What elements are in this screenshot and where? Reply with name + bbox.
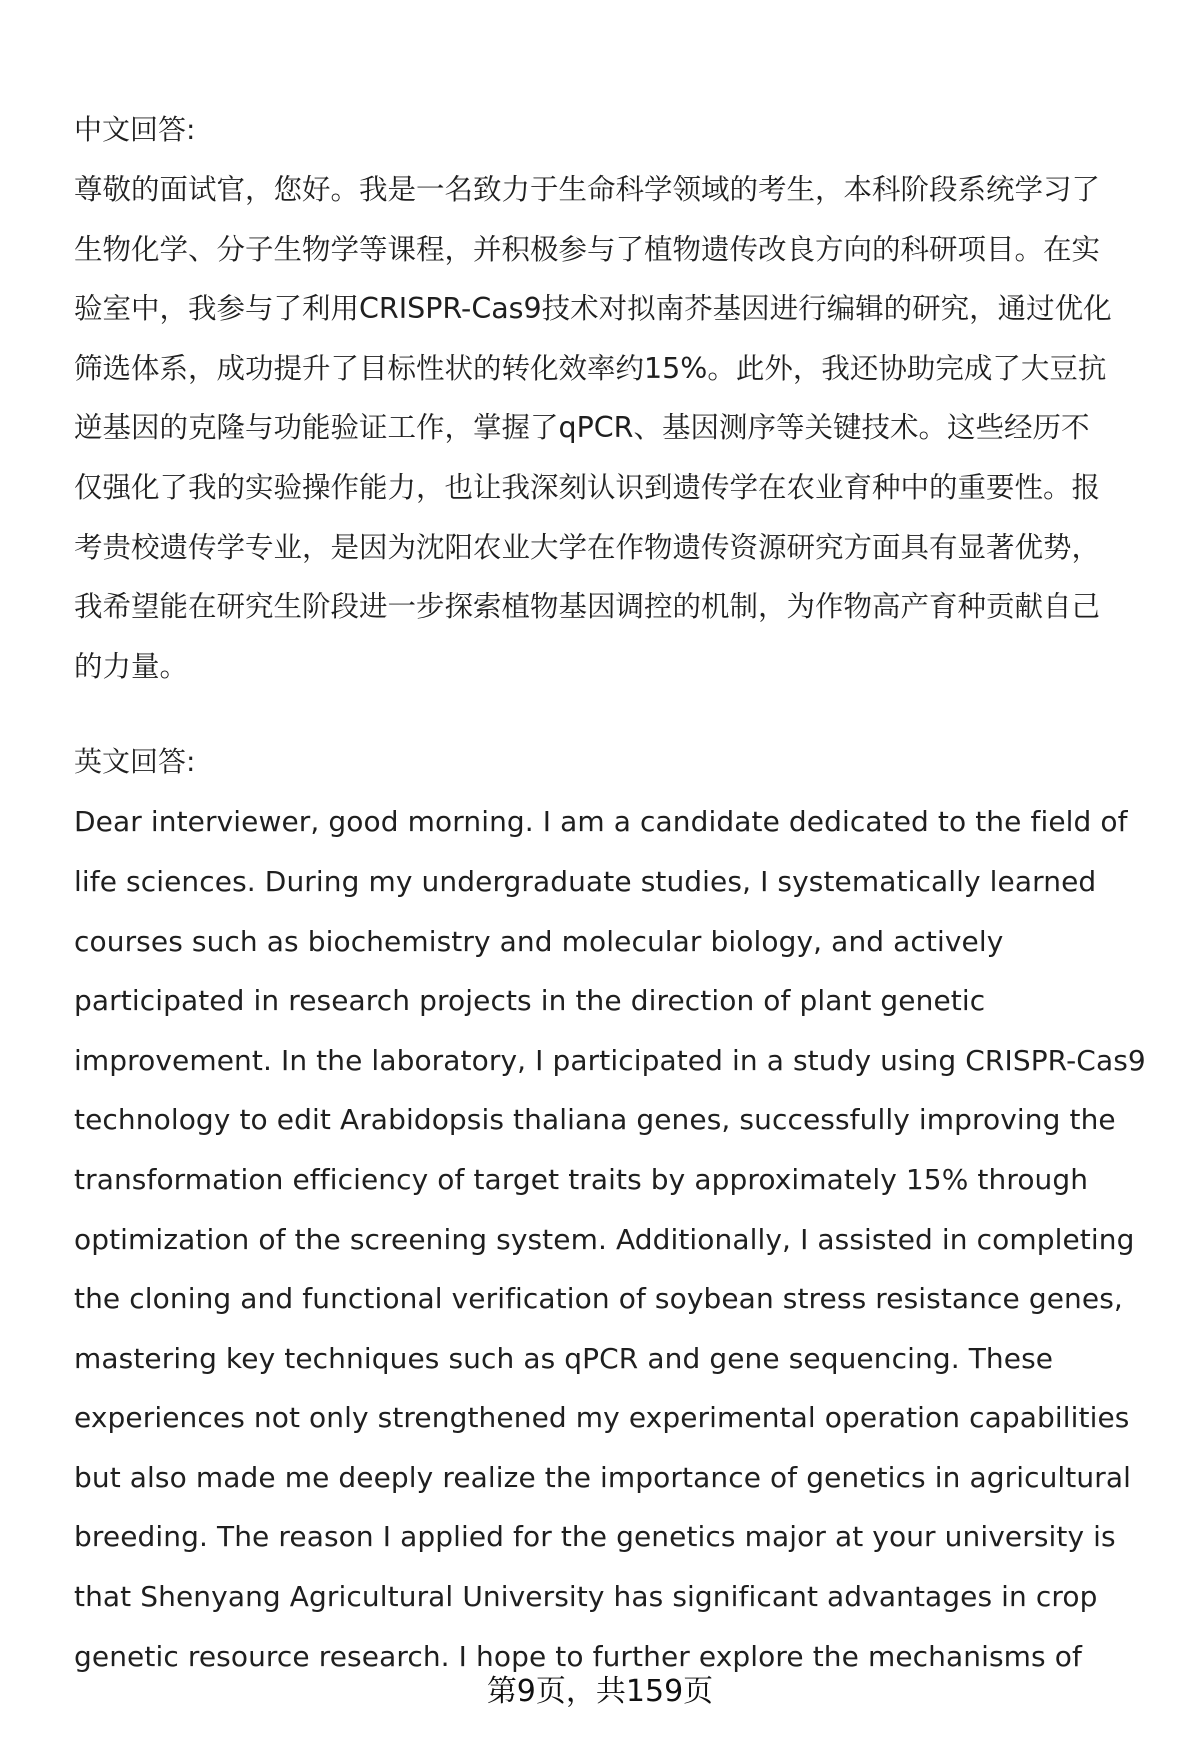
- english-answer-line: improvement. In the laboratory, I participated in a study using CRISPR-Cas9: [74, 1043, 1146, 1077]
- chinese-answer-line: 验室中，我参与了利用CRISPR-Cas9技术对拟南芥基因进行编辑的研究，通过优化: [74, 292, 1112, 326]
- chinese-answer-line: 尊敬的面试官，您好。我是一名致力于生命科学领域的考生，本科阶段系统学习了: [74, 173, 1101, 206]
- chinese-answer-line: 考贵校遗传学专业，是因为沈阳农业大学在作物遗传资源研究方面具有显著优势，: [74, 530, 1101, 564]
- english-answer-line: technology to edit Arabidopsis thaliana genes, successfully improving the: [74, 1103, 1116, 1137]
- chinese-answer-section: [74, 100, 1150, 696]
- english-answer-line: Dear interviewer, good morning. I am a candidate dedicated to the field of: [74, 805, 1128, 839]
- english-answer-line: experiences not only strengthened my experimental operation capabilities: [74, 1401, 1130, 1435]
- chinese-answer-line: 逆基因的克隆与功能验证工作，掌握了qPCR、基因测序等关键技术。这些经历不: [74, 411, 1090, 445]
- english-answer-line: that Shenyang Agricultural University has significant advantages in crop: [74, 1580, 1098, 1614]
- section-spacer: [74, 696, 1150, 732]
- chinese-answer-line: 我希望能在研究生阶段进一步探索植物基因调控的机制，为作物高产育种贡献自己: [74, 590, 1101, 624]
- chinese-answer-label: 中文回答:: [74, 113, 196, 146]
- english-answer-line: optimization of the screening system. Additionally, I assisted in completing: [74, 1222, 1135, 1256]
- chinese-answer-line: 筛选体系，成功提升了目标性状的转化效率约15%。此外，我还协助完成了大豆抗: [74, 351, 1107, 385]
- english-answer-line: breeding. The reason I applied for the genetics major at your university is: [74, 1520, 1116, 1554]
- english-answer-label: 英文回答:: [74, 745, 196, 779]
- english-answer-line: life sciences. During my undergraduate studies, I systematically learned: [74, 864, 1097, 898]
- english-answer-line: genetic resource research. I hope to further explore the mechanisms of: [74, 1639, 1082, 1673]
- chinese-answer-line: 生物化学、分子生物学等课程，并积极参与了植物遗传改良方向的科研项目。在实: [74, 232, 1101, 266]
- page-number-footer: 第9页，共159页: [486, 1674, 714, 1709]
- english-answer-line: the cloning and functional verification of soybean stress resistance genes,: [74, 1282, 1123, 1316]
- english-answer-section: [74, 732, 1150, 1686]
- english-answer-line: mastering key techniques such as qPCR and gene sequencing. These: [74, 1341, 1054, 1375]
- english-answer-line: transformation efficiency of target traits by approximately 15% through: [74, 1162, 1089, 1196]
- chinese-answer-line: 仅强化了我的实验操作能力，也让我深刻认识到遗传学在农业育种中的重要性。报: [74, 470, 1101, 504]
- english-answer-line: participated in research projects in the direction of plant genetic: [74, 984, 986, 1018]
- document-body: [74, 100, 1150, 1686]
- chinese-answer-line: 的力量。: [74, 649, 189, 683]
- english-answer-line: courses such as biochemistry and molecular biology, and actively: [74, 924, 1004, 958]
- english-answer-line: but also made me deeply realize the importance of genetics in agricultural: [74, 1460, 1131, 1494]
